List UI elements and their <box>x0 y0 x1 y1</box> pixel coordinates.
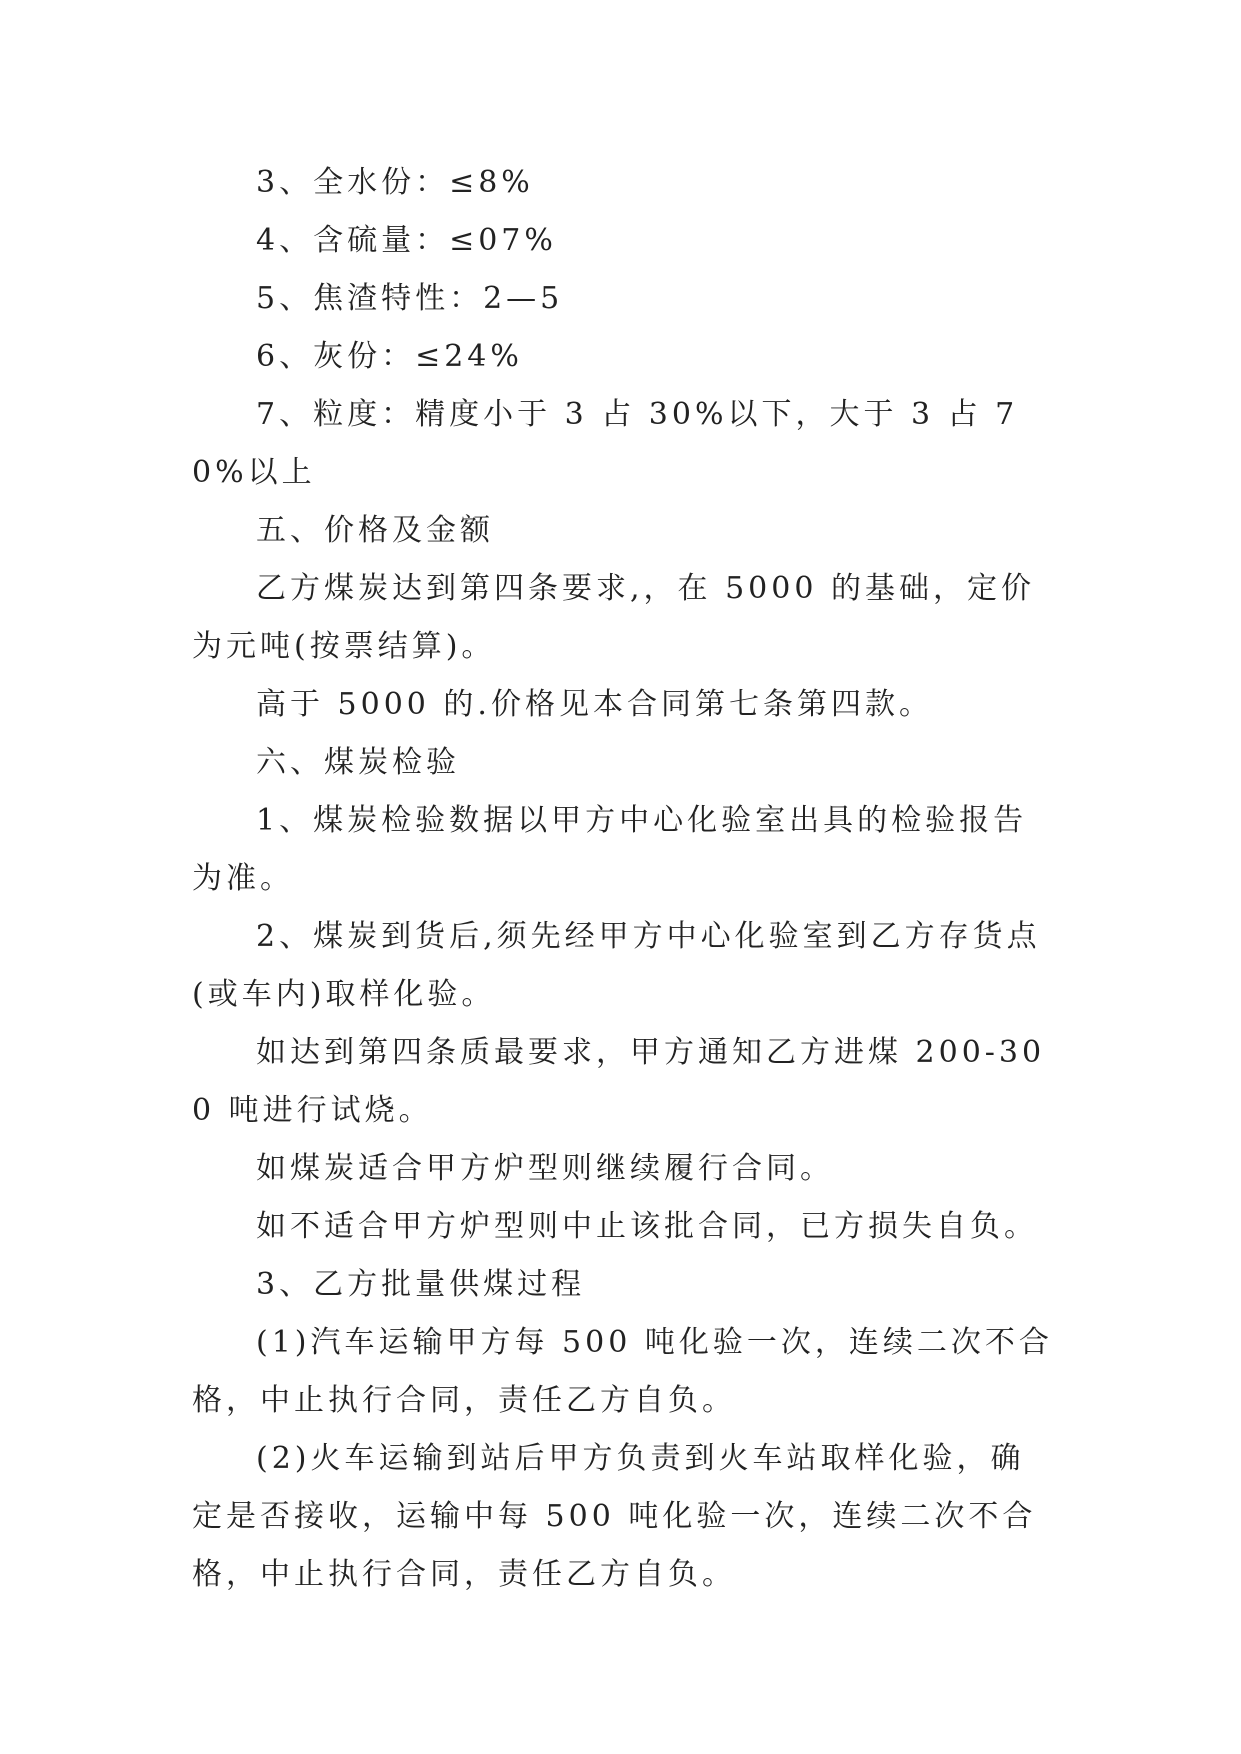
terminate-contract-paragraph: 如不适合甲方炉型则中止该批合同，已方损失自负。 <box>256 1209 1038 1244</box>
trial-burn-paragraph: 如达到第四条质最要求，甲方通知乙方进煤 200-300 吨进行试烧。 <box>192 1035 1046 1128</box>
spec-particle-size: 7、粒度：精度小于 3 占 30%以下，大于 3 占 70%以上 <box>192 397 1019 490</box>
truck-transport-clause: (1)汽车运输甲方每 500 吨化验一次，连续二次不合格，中止执行合同，责任乙方自负。 <box>192 1325 1053 1418</box>
section-heading-price: 五、价格及金额 <box>256 513 494 548</box>
spec-total-moisture: 3、全水份：≤8% <box>256 165 534 200</box>
spec-ash-content: 6、灰份：≤24% <box>256 339 523 374</box>
price-above-5000: 高于 5000 的.价格见本合同第七条第四款。 <box>256 687 933 722</box>
spec-sulfur-content: 4、含硫量：≤07% <box>256 223 557 258</box>
price-paragraph: 乙方煤炭达到第四条要求,，在 5000 的基础，定价为元吨(按票结算)。 <box>192 571 1035 664</box>
document-body <box>192 154 1054 1604</box>
inspection-clause-1: 1、煤炭检验数据以甲方中心化验室出具的检验报告为准。 <box>192 803 1028 896</box>
bulk-supply-heading: 3、乙方批量供煤过程 <box>256 1267 586 1302</box>
inspection-clause-2: 2、煤炭到货后,须先经甲方中心化验室到乙方存货点(或车内)取样化验。 <box>192 919 1041 1012</box>
train-transport-clause: (2)火车运输到站后甲方负责到火车站取样化验，确定是否接收，运输中每 500 吨化验一次，连续二次不合格，中止执行合同，责任乙方自负。 <box>192 1441 1037 1592</box>
section-heading-inspection: 六、煤炭检验 <box>256 745 460 780</box>
continue-contract-paragraph: 如煤炭适合甲方炉型则继续履行合同。 <box>256 1151 834 1186</box>
spec-coke-residue: 5、焦渣特性：2—5 <box>256 281 564 316</box>
